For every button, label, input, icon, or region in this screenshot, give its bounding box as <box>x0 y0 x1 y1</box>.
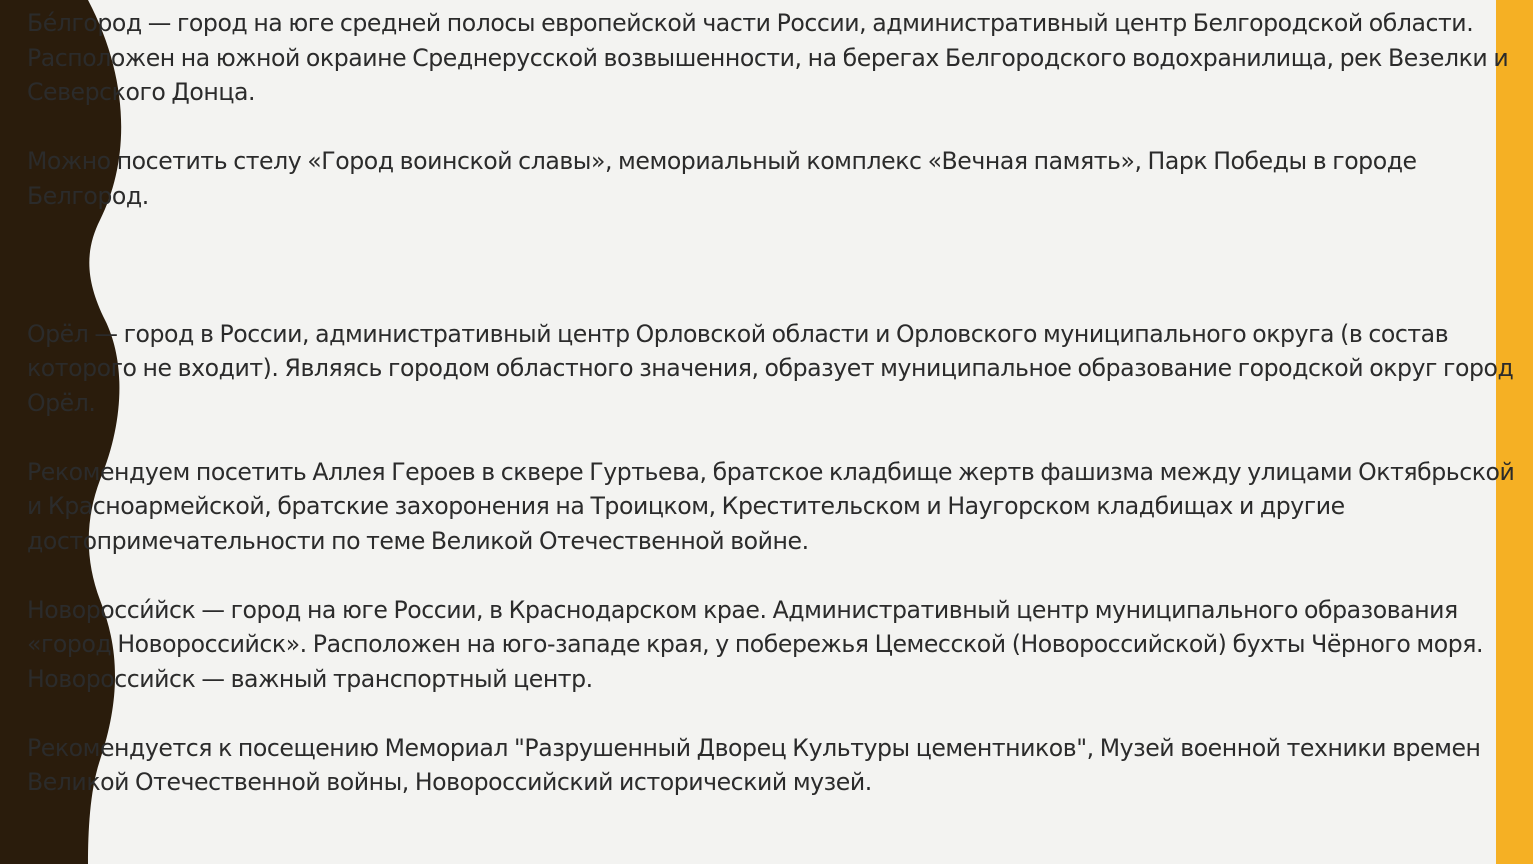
section-gap-extra <box>27 282 1519 317</box>
paragraph-gap <box>27 558 1519 593</box>
paragraph-novorossiysk-transport: Новороссийск — важный транспортный центр. <box>27 664 593 693</box>
paragraph-belgorod-description: Бе́лгород — город на юге средней полосы европейской части России, административный центр Белгородской области. Расположен на южной окраине Среднерусской возвышенности, на берегах Белгородского водохранилища, рек Везелки и Северского Донца. <box>27 9 1509 106</box>
paragraph-orel-sights: Рекомендуем посетить Аллея Героев в сквере Гуртьева, братское кладбище жертв фашизма между улицами Октябрьской и Красноармейской, братские захоронения на Троицком, Крестительском и Наугорском кладбищах и другие достопримечательности по теме Великой Отечественной войне. <box>27 457 1515 555</box>
paragraph-novorossiysk-description: Новоросси́йск — город на юге России, в Краснодарском крае. Административный центр муниципального образования «город Новороссийск». Расположен на юго-западе края, у побережья Цемесской (Новороссийской) бухты Чёрного моря. <box>27 595 1484 658</box>
slide-text-content <box>27 6 1519 800</box>
paragraph-belgorod-sights: Можно посетить стелу «Город воинской славы», мемориальный комплекс «Вечная память», Парк Победы в городе Белгород. <box>27 147 1417 210</box>
paragraph-orel-description: Орёл — город в России, административный центр Орловской области и Орловского муниципального округа (в состав которого не входит). Являясь городом областного значения, образует муниципальное образование городской округ город Орёл. <box>27 319 1514 417</box>
section-gap <box>27 213 1519 282</box>
paragraph-gap <box>27 110 1519 145</box>
paragraph-gap <box>27 420 1519 455</box>
paragraph-gap <box>27 696 1519 731</box>
paragraph-novorossiysk-sights: Рекомендуется к посещению Мемориал "Разрушенный Дворец Культуры цементников", Музей военной техники времен Великой Отечественной войны, Новороссийский исторический музей. <box>27 733 1481 796</box>
